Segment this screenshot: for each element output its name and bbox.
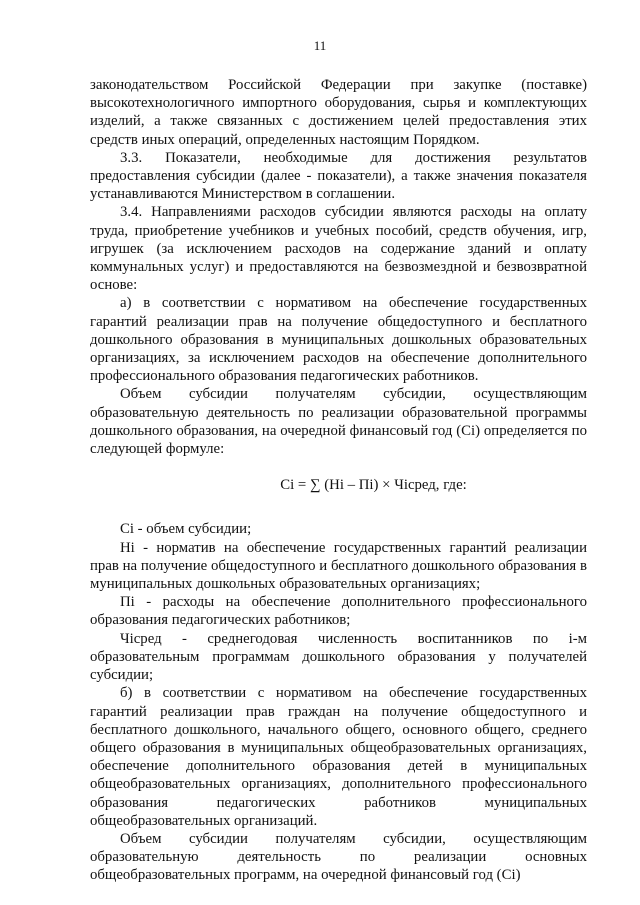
paragraph-3-3-indicators: 3.3. Показатели, необходимые для достижения результатов предоставления субсидии (далее - показатели), а также значения показателя устанавливаются Министерством в соглашении. [90,149,587,203]
paragraph-subsidy-volume-general: Объем субсидии получателям субсидии, осуществляющим образовательную деятельность по реализации основных общеобразовательных программ, на очередной финансовый год (Сi) [90,830,587,884]
paragraph-continuation: законодательством Российской Федерации при закупке (поставке) высокотехнологичного импортного оборудования, сырья и комплектующих изделий, а также связанных с достижением целей предоставления этих средств иных операций, определенных настоящим Порядком. [90,77,587,148]
paragraph-item-b: б) в соответствии с нормативом на обеспечение государственных гарантий реализации прав граждан на получение общедоступного и бесплатного дошкольного, начального общего, основного общего, среднего общего образования в муниципальных общеобразовательных организациях, обеспечение дополнительного образования детей в муниципальных общеобразовательных организациях, дополнительного профессионального образования педагогических работников муниципальных общеобразовательных организаций. [90,685,587,829]
definition-pi: Пi - расходы на обеспечение дополнительного профессионального образования педагогических работников; [90,594,587,629]
paragraph-item-a: а) в соответствии с нормативом на обеспечение государственных гарантий реализации прав на получение общедоступного и бесплатного дошкольного образования в муниципальных дошкольных образовательных организациях, за исключением расходов на обеспечение дополнительного профессионального образования педагогических работников. [90,295,587,385]
document-body [90,76,587,885]
subsidy-formula: Сi = ∑ (Нi – Пi) × Чiсред, где: [280,477,467,494]
definition-ni: Нi - норматив на обеспечение государственных гарантий реализации прав на получение общедоступного и бесплатного дошкольного образования в муниципальных дошкольных образовательных организациях; [90,539,587,593]
paragraph-subsidy-volume-preschool: Объем субсидии получателям субсидии, осуществляющим образовательную деятельность по реализации образовательной программы дошкольного образования, на очередной финансовый год (Сi) определяется по следующей формуле: [90,386,587,458]
paragraph-3-4-expense-directions: 3.4. Направлениями расходов субсидии являются расходы на оплату труда, приобретение учебников и учебных пособий, средств обучения, игр, игрушек (за исключением расходов на содержание зданий и оплату коммунальных услуг) и предоставляются на безвозмездной и безвозвратной основе: [90,204,587,294]
page-number: 11 [313,38,327,53]
definition-ci: Сi - объем субсидии; [120,521,252,538]
definition-chi-sred: Чiсред - среднегодовая численность воспитанников по i-м образовательным программам дошкольного образования у получателей субсидии; [90,630,587,684]
